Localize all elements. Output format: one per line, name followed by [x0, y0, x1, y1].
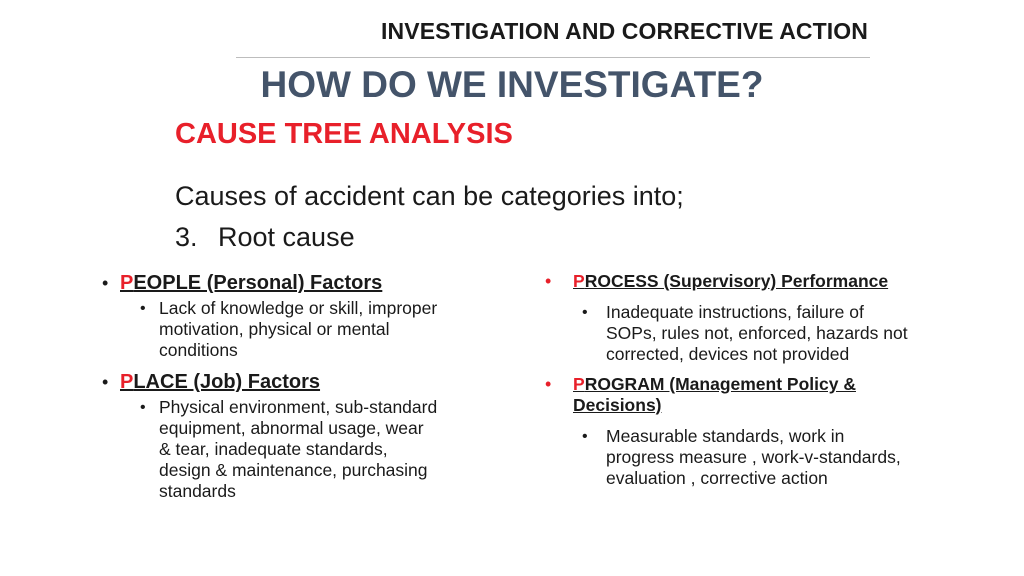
intro-item-number: 3.: [175, 222, 198, 252]
header-title: INVESTIGATION AND CORRECTIVE ACTION: [381, 18, 868, 44]
bullet-icon: •: [545, 271, 552, 291]
sub-bullet-icon: •: [582, 304, 588, 321]
factor-heading-rest: EOPLE (Personal) Factors: [133, 272, 383, 294]
intro-numbered-item: [175, 217, 684, 258]
factor-process: [545, 271, 925, 292]
factor-heading: [120, 271, 382, 295]
sub-bullet-icon: •: [582, 428, 588, 445]
header-divider: [236, 57, 870, 58]
factor-heading-rest: LACE (Job) Factors: [133, 371, 321, 393]
factor-detail: Lack of knowledge or skill, improper motivation, physical or mental conditions: [159, 298, 438, 360]
right-column: [545, 271, 925, 489]
factor-initial: P: [120, 371, 134, 393]
factor-initial: P: [120, 272, 134, 294]
sub-bullet-icon: •: [140, 300, 146, 317]
factor-initial: P: [573, 271, 585, 291]
factor-detail: Measurable standards, work in progress measure , work-v-standards, evaluation , corrective action: [606, 426, 901, 488]
section-title: CAUSE TREE ANALYSIS: [175, 118, 513, 150]
main-title: HOW DO WE INVESTIGATE?: [260, 64, 764, 105]
factor-place: [102, 370, 462, 394]
factor-detail-item: [582, 302, 912, 365]
bullet-icon: •: [545, 374, 552, 394]
factor-detail: Inadequate instructions, failure of SOPs, rules not, enforced, hazards not corrected, devices not provided: [606, 302, 908, 364]
intro-item-text: Root cause: [218, 222, 355, 252]
factor-heading-rest: ROCESS (Supervisory) Performance: [584, 271, 889, 291]
bullet-icon: •: [102, 372, 109, 392]
factor-detail-item: [582, 426, 902, 489]
factor-detail: Physical environment, sub-standard equipment, abnormal usage, wear & tear, inadequate standards, design & maintenance, purchasing standards: [159, 397, 438, 501]
factor-heading: [573, 271, 888, 292]
factor-detail-item: [140, 397, 440, 502]
bullet-icon: •: [102, 273, 109, 293]
factor-heading-rest: ROGRAM (Management Policy & Decisions): [573, 374, 856, 415]
sub-bullet-icon: •: [140, 399, 146, 416]
factor-people: [102, 271, 462, 295]
intro-text: [175, 176, 684, 258]
factor-heading: [120, 370, 320, 394]
factor-detail-item: [140, 298, 462, 361]
factor-heading: [573, 374, 885, 416]
factor-program: [545, 374, 885, 416]
intro-line: Causes of accident can be categories into;: [175, 181, 684, 211]
factor-initial: P: [573, 374, 585, 394]
left-column: [102, 271, 462, 502]
